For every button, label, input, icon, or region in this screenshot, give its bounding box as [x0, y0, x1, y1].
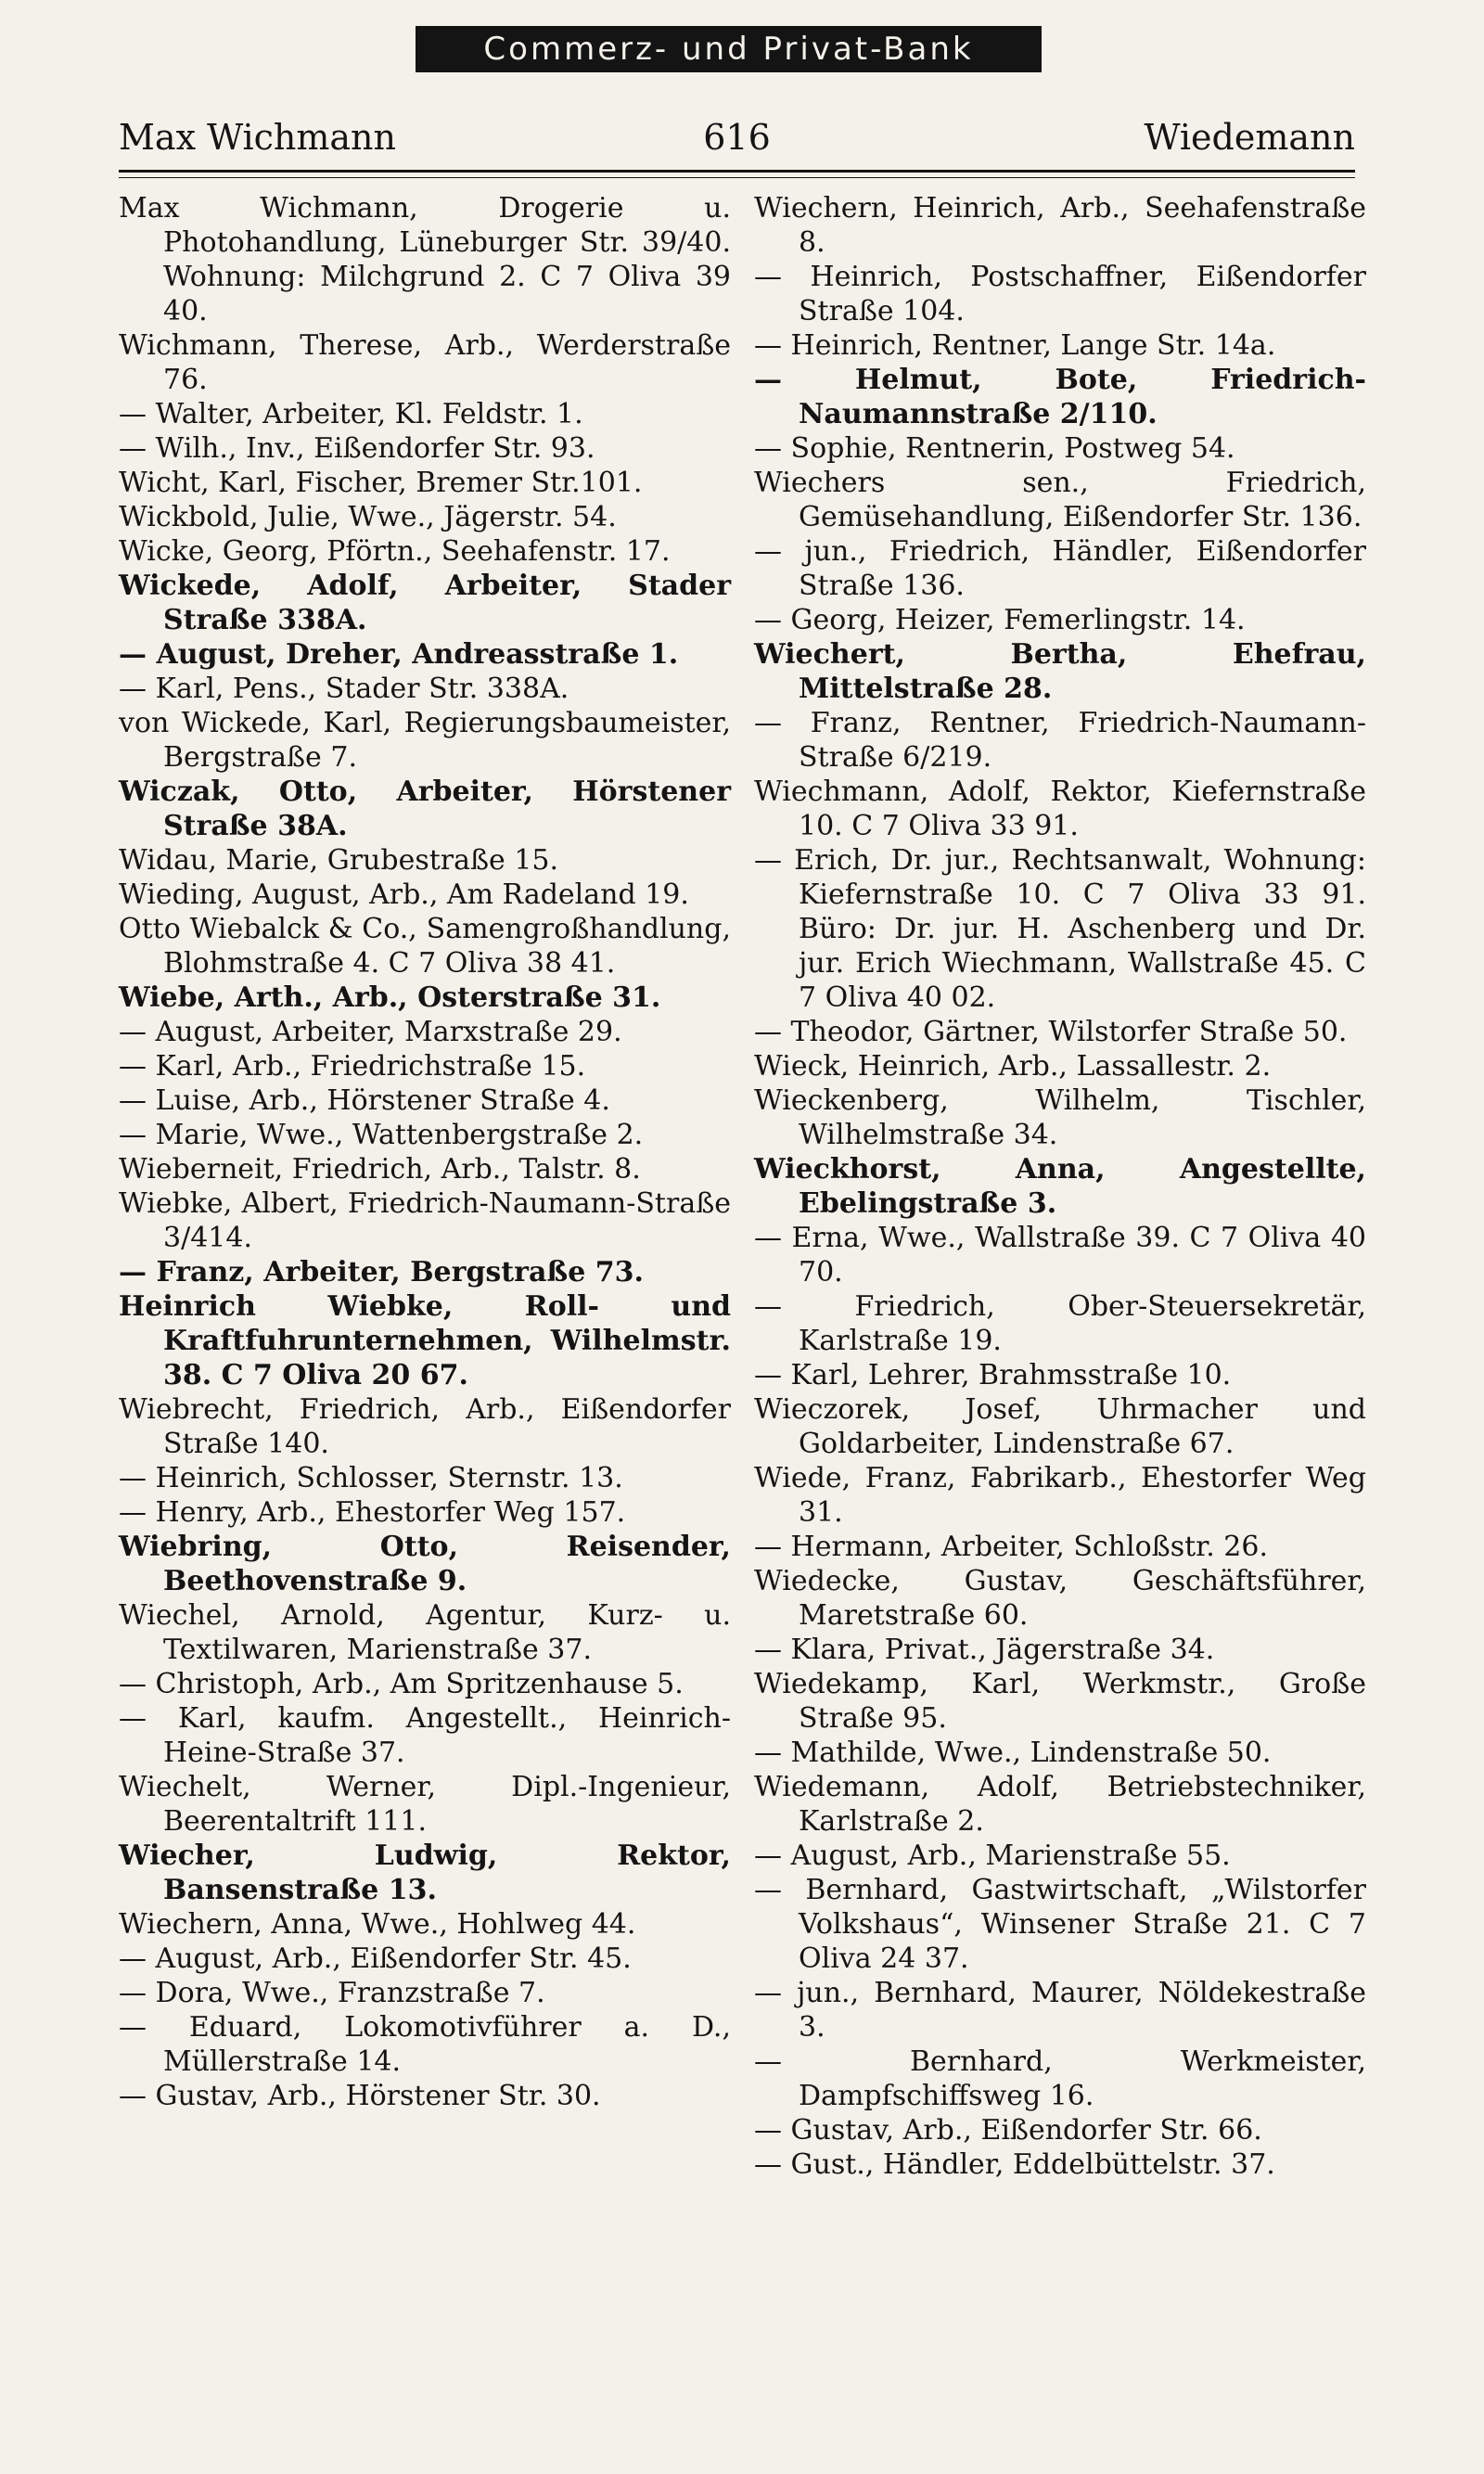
- directory-entry: [119, 1186, 731, 1255]
- directory-entry: [754, 1049, 1366, 1083]
- entry-text: — Karl, Pens., Stader Str. 338A.: [119, 673, 569, 705]
- entry-text: Wieck, Heinrich, Arb., Lassallestr. 2.: [754, 1050, 1272, 1083]
- directory-entry: [754, 534, 1366, 603]
- directory-entry: [754, 1152, 1366, 1221]
- entry-text: Wieckhorst, Anna, Angestellte, Ebelingstraße 3.: [754, 1153, 1366, 1220]
- entry-text: Wicht, Karl, Fischer, Bremer Str.101.: [119, 467, 643, 499]
- directory-entry: [119, 191, 731, 328]
- directory-entry: [119, 431, 731, 466]
- directory-entry: [754, 1976, 1366, 2045]
- directory-entry: [754, 1736, 1366, 1770]
- entry-text: — Heinrich, Postschaffner, Eißendorfer Straße 104.: [754, 261, 1366, 327]
- entry-text: Wickede, Adolf, Arbeiter, Stader Straße 338A.: [119, 570, 731, 636]
- entry-text: — Gust., Händler, Eddelbüttelstr. 37.: [754, 2148, 1275, 2181]
- directory-entry: [119, 981, 731, 1015]
- header-rule-thin: [119, 177, 1355, 178]
- directory-entry: [754, 706, 1366, 775]
- running-header: [119, 111, 1355, 167]
- entry-text: — Heinrich, Rentner, Lange Str. 14a.: [754, 329, 1276, 362]
- entry-text: Widau, Marie, Grubestraße 15.: [119, 844, 559, 877]
- entry-text: — Hermann, Arbeiter, Schloßstr. 26.: [754, 1531, 1268, 1563]
- directory-entry: [119, 1049, 731, 1083]
- entry-text: — Mathilde, Wwe., Lindenstraße 50.: [754, 1737, 1272, 1769]
- entry-text: Wieding, August, Arb., Am Radeland 19.: [119, 878, 689, 911]
- directory-entry: [119, 1976, 731, 2010]
- directory-entry: [754, 1667, 1366, 1736]
- entry-text: — Helmut, Bote, Friedrich-Naumannstraße 2/110.: [754, 364, 1366, 430]
- bank-advertisement-banner: Commerz- und Privat-Bank: [416, 26, 1042, 72]
- entry-text: — Henry, Arb., Ehestorfer Weg 157.: [119, 1496, 626, 1529]
- directory-entry: [754, 260, 1366, 328]
- directory-entry: [119, 1152, 731, 1186]
- directory-entry: [754, 603, 1366, 637]
- directory-column-left: [119, 191, 731, 2113]
- directory-entry: [754, 1221, 1366, 1289]
- entry-text: Wiechmann, Adolf, Rektor, Kiefernstraße 10. C 7 Oliva 33 91.: [754, 776, 1366, 842]
- entry-text: Wiczak, Otto, Arbeiter, Hörstener Straße 38A.: [119, 776, 731, 842]
- entry-text: — Luise, Arb., Hörstener Straße 4.: [119, 1084, 610, 1117]
- entry-text: — August, Arbeiter, Marxstraße 29.: [119, 1016, 622, 1048]
- entry-text: Wiebrecht, Friedrich, Arb., Eißendorfer Straße 140.: [119, 1393, 731, 1460]
- directory-entry: [119, 1907, 731, 1942]
- directory-entry: [754, 1289, 1366, 1358]
- entry-text: Wiebring, Otto, Reisender, Beethovenstraße 9.: [119, 1531, 731, 1597]
- directory-entry: [754, 1461, 1366, 1530]
- entry-text: Wiechern, Anna, Wwe., Hohlweg 44.: [119, 1908, 636, 1941]
- entry-text: — Christoph, Arb., Am Spritzenhause 5.: [119, 1668, 684, 1700]
- directory-entry: [119, 672, 731, 706]
- entry-text: Otto Wiebalck & Co., Samengroßhandlung, Blohmstraße 4. C 7 Oliva 38 41.: [119, 913, 731, 980]
- entry-text: Wickbold, Julie, Wwe., Jägerstr. 54.: [119, 501, 617, 533]
- directory-entry: [119, 569, 731, 637]
- entry-text: — Bernhard, Werkmeister, Dampfschiffsweg 16.: [754, 2045, 1366, 2112]
- directory-entry: [754, 466, 1366, 534]
- entry-text: — jun., Friedrich, Händler, Eißendorfer Straße 136.: [754, 535, 1366, 602]
- directory-entry: [119, 1392, 731, 1461]
- entry-text: — Theodor, Gärtner, Wilstorfer Straße 50.: [754, 1016, 1348, 1048]
- directory-entry: [119, 1530, 731, 1598]
- directory-entry: [754, 1083, 1366, 1152]
- directory-entry: [119, 1015, 731, 1049]
- directory-entry: [119, 2079, 731, 2113]
- directory-entry: [119, 1839, 731, 1907]
- entry-text: — August, Arb., Marienstraße 55.: [754, 1839, 1231, 1872]
- directory-entry: [119, 912, 731, 981]
- directory-entry: [119, 843, 731, 878]
- entry-text: Wiedekamp, Karl, Werkmstr., Große Straße 95.: [754, 1668, 1366, 1735]
- entry-text: Max Wichmann, Drogerie u. Photohandlung, Lüneburger Str. 39/40. Wohnung: Milchgrund 2. C 7 Oliva 39 40.: [119, 192, 731, 327]
- entry-text: Wieczorek, Josef, Uhrmacher und Goldarbeiter, Lindenstraße 67.: [754, 1393, 1366, 1460]
- directory-entry: [119, 1289, 731, 1392]
- directory-entry: [754, 637, 1366, 706]
- directory-entry: [119, 1701, 731, 1770]
- directory-entry: [119, 637, 731, 672]
- directory-entry: [119, 534, 731, 569]
- directory-entry: [754, 1564, 1366, 1633]
- entry-text: Wiechel, Arnold, Agentur, Kurz- u. Textilwaren, Marienstraße 37.: [119, 1599, 731, 1666]
- directory-entry: [754, 1530, 1366, 1564]
- directory-entry: [119, 1495, 731, 1530]
- directory-entry: [754, 843, 1366, 1015]
- entry-text: Wiedemann, Adolf, Betriebstechniker, Karlstraße 2.: [754, 1771, 1366, 1838]
- entry-text: — Heinrich, Schlosser, Sternstr. 13.: [119, 1462, 623, 1494]
- directory-entry: [119, 2010, 731, 2079]
- directory-entry: [119, 706, 731, 775]
- entry-text: — Erich, Dr. jur., Rechtsanwalt, Wohnung: Kiefernstraße 10. C 7 Oliva 33 91. Büro: Dr. jur. H. Aschenberg und Dr. jur. Erich Wiechmann, Wallstraße 45. C 7 Oliva 40 02.: [754, 844, 1366, 1014]
- directory-entry: [119, 500, 731, 534]
- header-last-entry: Wiedemann: [1144, 117, 1355, 158]
- entry-text: Wieckenberg, Wilhelm, Tischler, Wilhelmstraße 34.: [754, 1084, 1366, 1151]
- directory-entry: [119, 1461, 731, 1495]
- entry-text: — Karl, kaufm. Angestellt., Heinrich-Heine-Straße 37.: [119, 1702, 731, 1769]
- entry-text: Wiechelt, Werner, Dipl.-Ingenieur, Beerentaltrift 111.: [119, 1771, 731, 1838]
- directory-entry: [754, 1633, 1366, 1667]
- entry-text: — Eduard, Lokomotivführer a. D., Müllerstraße 14.: [119, 2011, 731, 2078]
- directory-entry: [119, 878, 731, 912]
- entry-text: — Franz, Rentner, Friedrich-Naumann-Straße 6/219.: [754, 707, 1366, 774]
- directory-entry: [119, 1598, 731, 1667]
- directory-entry: [754, 2113, 1366, 2147]
- directory-entry: [754, 1770, 1366, 1839]
- directory-entry: [119, 775, 731, 843]
- entry-text: — Bernhard, Gastwirtschaft, „Wilstorfer Volkshaus“, Winsener Straße 21. C 7 Oliva 24 37.: [754, 1874, 1366, 1975]
- entry-text: Wiechert, Bertha, Ehefrau, Mittelstraße 28.: [754, 638, 1366, 705]
- directory-entry: [754, 2045, 1366, 2113]
- entry-text: Wiebe, Arth., Arb., Osterstraße 31.: [119, 981, 661, 1014]
- header-first-entry: Max Wichmann: [119, 117, 397, 158]
- entry-text: — Karl, Lehrer, Brahmsstraße 10.: [754, 1359, 1232, 1391]
- directory-entry: [119, 1118, 731, 1152]
- entry-text: Wichmann, Therese, Arb., Werderstraße 76.: [119, 329, 731, 396]
- directory-entry: [754, 191, 1366, 260]
- directory-entry: [754, 1873, 1366, 1976]
- entry-text: Wicke, Georg, Pförtn., Seehafenstr. 17.: [119, 535, 671, 568]
- directory-entry: [754, 1358, 1366, 1392]
- directory-entry: [119, 1255, 731, 1289]
- directory-entry: [754, 1392, 1366, 1461]
- directory-entry: [754, 431, 1366, 466]
- entry-text: Wiede, Franz, Fabrikarb., Ehestorfer Weg 31.: [754, 1462, 1366, 1529]
- entry-text: — Marie, Wwe., Wattenbergstraße 2.: [119, 1119, 644, 1151]
- directory-entry: [754, 775, 1366, 843]
- entry-text: Wieberneit, Friedrich, Arb., Talstr. 8.: [119, 1153, 641, 1186]
- entry-text: — Franz, Arbeiter, Bergstraße 73.: [119, 1256, 644, 1288]
- entry-text: — Sophie, Rentnerin, Postweg 54.: [754, 432, 1235, 465]
- directory-entry: [754, 328, 1366, 363]
- entry-text: — Walter, Arbeiter, Kl. Feldstr. 1.: [119, 398, 583, 430]
- entry-text: — Karl, Arb., Friedrichstraße 15.: [119, 1050, 586, 1083]
- directory-entry: [754, 2147, 1366, 2182]
- page-number: 616: [703, 117, 771, 158]
- directory-entry: [119, 1667, 731, 1701]
- entry-text: — Klara, Privat., Jägerstraße 34.: [754, 1634, 1215, 1666]
- entry-text: von Wickede, Karl, Regierungsbaumeister, Bergstraße 7.: [119, 707, 731, 774]
- directory-column-right: [754, 191, 1366, 2182]
- entry-text: — Dora, Wwe., Franzstraße 7.: [119, 1977, 545, 2009]
- entry-text: Wiecher, Ludwig, Rektor, Bansenstraße 13.: [119, 1839, 731, 1906]
- entry-text: Wiechern, Heinrich, Arb., Seehafenstraße 8.: [754, 192, 1366, 259]
- directory-entry: [119, 1083, 731, 1118]
- directory-entry: [754, 1015, 1366, 1049]
- entry-text: — Georg, Heizer, Femerlingstr. 14.: [754, 604, 1246, 636]
- entry-text: — August, Arb., Eißendorfer Str. 45.: [119, 1942, 632, 1975]
- directory-entry: [119, 328, 731, 397]
- entry-text: — Friedrich, Ober-Steuersekretär, Karlstraße 19.: [754, 1290, 1366, 1357]
- header-rule-thick: [119, 170, 1355, 173]
- directory-entry: [119, 466, 731, 500]
- entry-text: — jun., Bernhard, Maurer, Nöldekestraße 3.: [754, 1977, 1366, 2044]
- entry-text: Heinrich Wiebke, Roll- und Kraftfuhrunternehmen, Wilhelmstr. 38. C 7 Oliva 20 67.: [119, 1290, 731, 1391]
- directory-entry: [119, 397, 731, 431]
- entry-text: Wiebke, Albert, Friedrich-Naumann-Straße 3/414.: [119, 1187, 731, 1254]
- entry-text: — Wilh., Inv., Eißendorfer Str. 93.: [119, 432, 595, 465]
- directory-entry: [119, 1770, 731, 1839]
- entry-text: — Erna, Wwe., Wallstraße 39. C 7 Oliva 40 70.: [754, 1222, 1366, 1288]
- directory-entry: [119, 1942, 731, 1976]
- entry-text: Wiechers sen., Friedrich, Gemüsehandlung, Eißendorfer Str. 136.: [754, 467, 1366, 533]
- entry-text: Wiedecke, Gustav, Geschäftsführer, Maretstraße 60.: [754, 1565, 1366, 1632]
- entry-text: — Gustav, Arb., Eißendorfer Str. 66.: [754, 2114, 1262, 2147]
- directory-entry: [754, 363, 1366, 431]
- entry-text: — Gustav, Arb., Hörstener Str. 30.: [119, 2080, 601, 2112]
- directory-entry: [754, 1839, 1366, 1873]
- entry-text: — August, Dreher, Andreasstraße 1.: [119, 638, 679, 671]
